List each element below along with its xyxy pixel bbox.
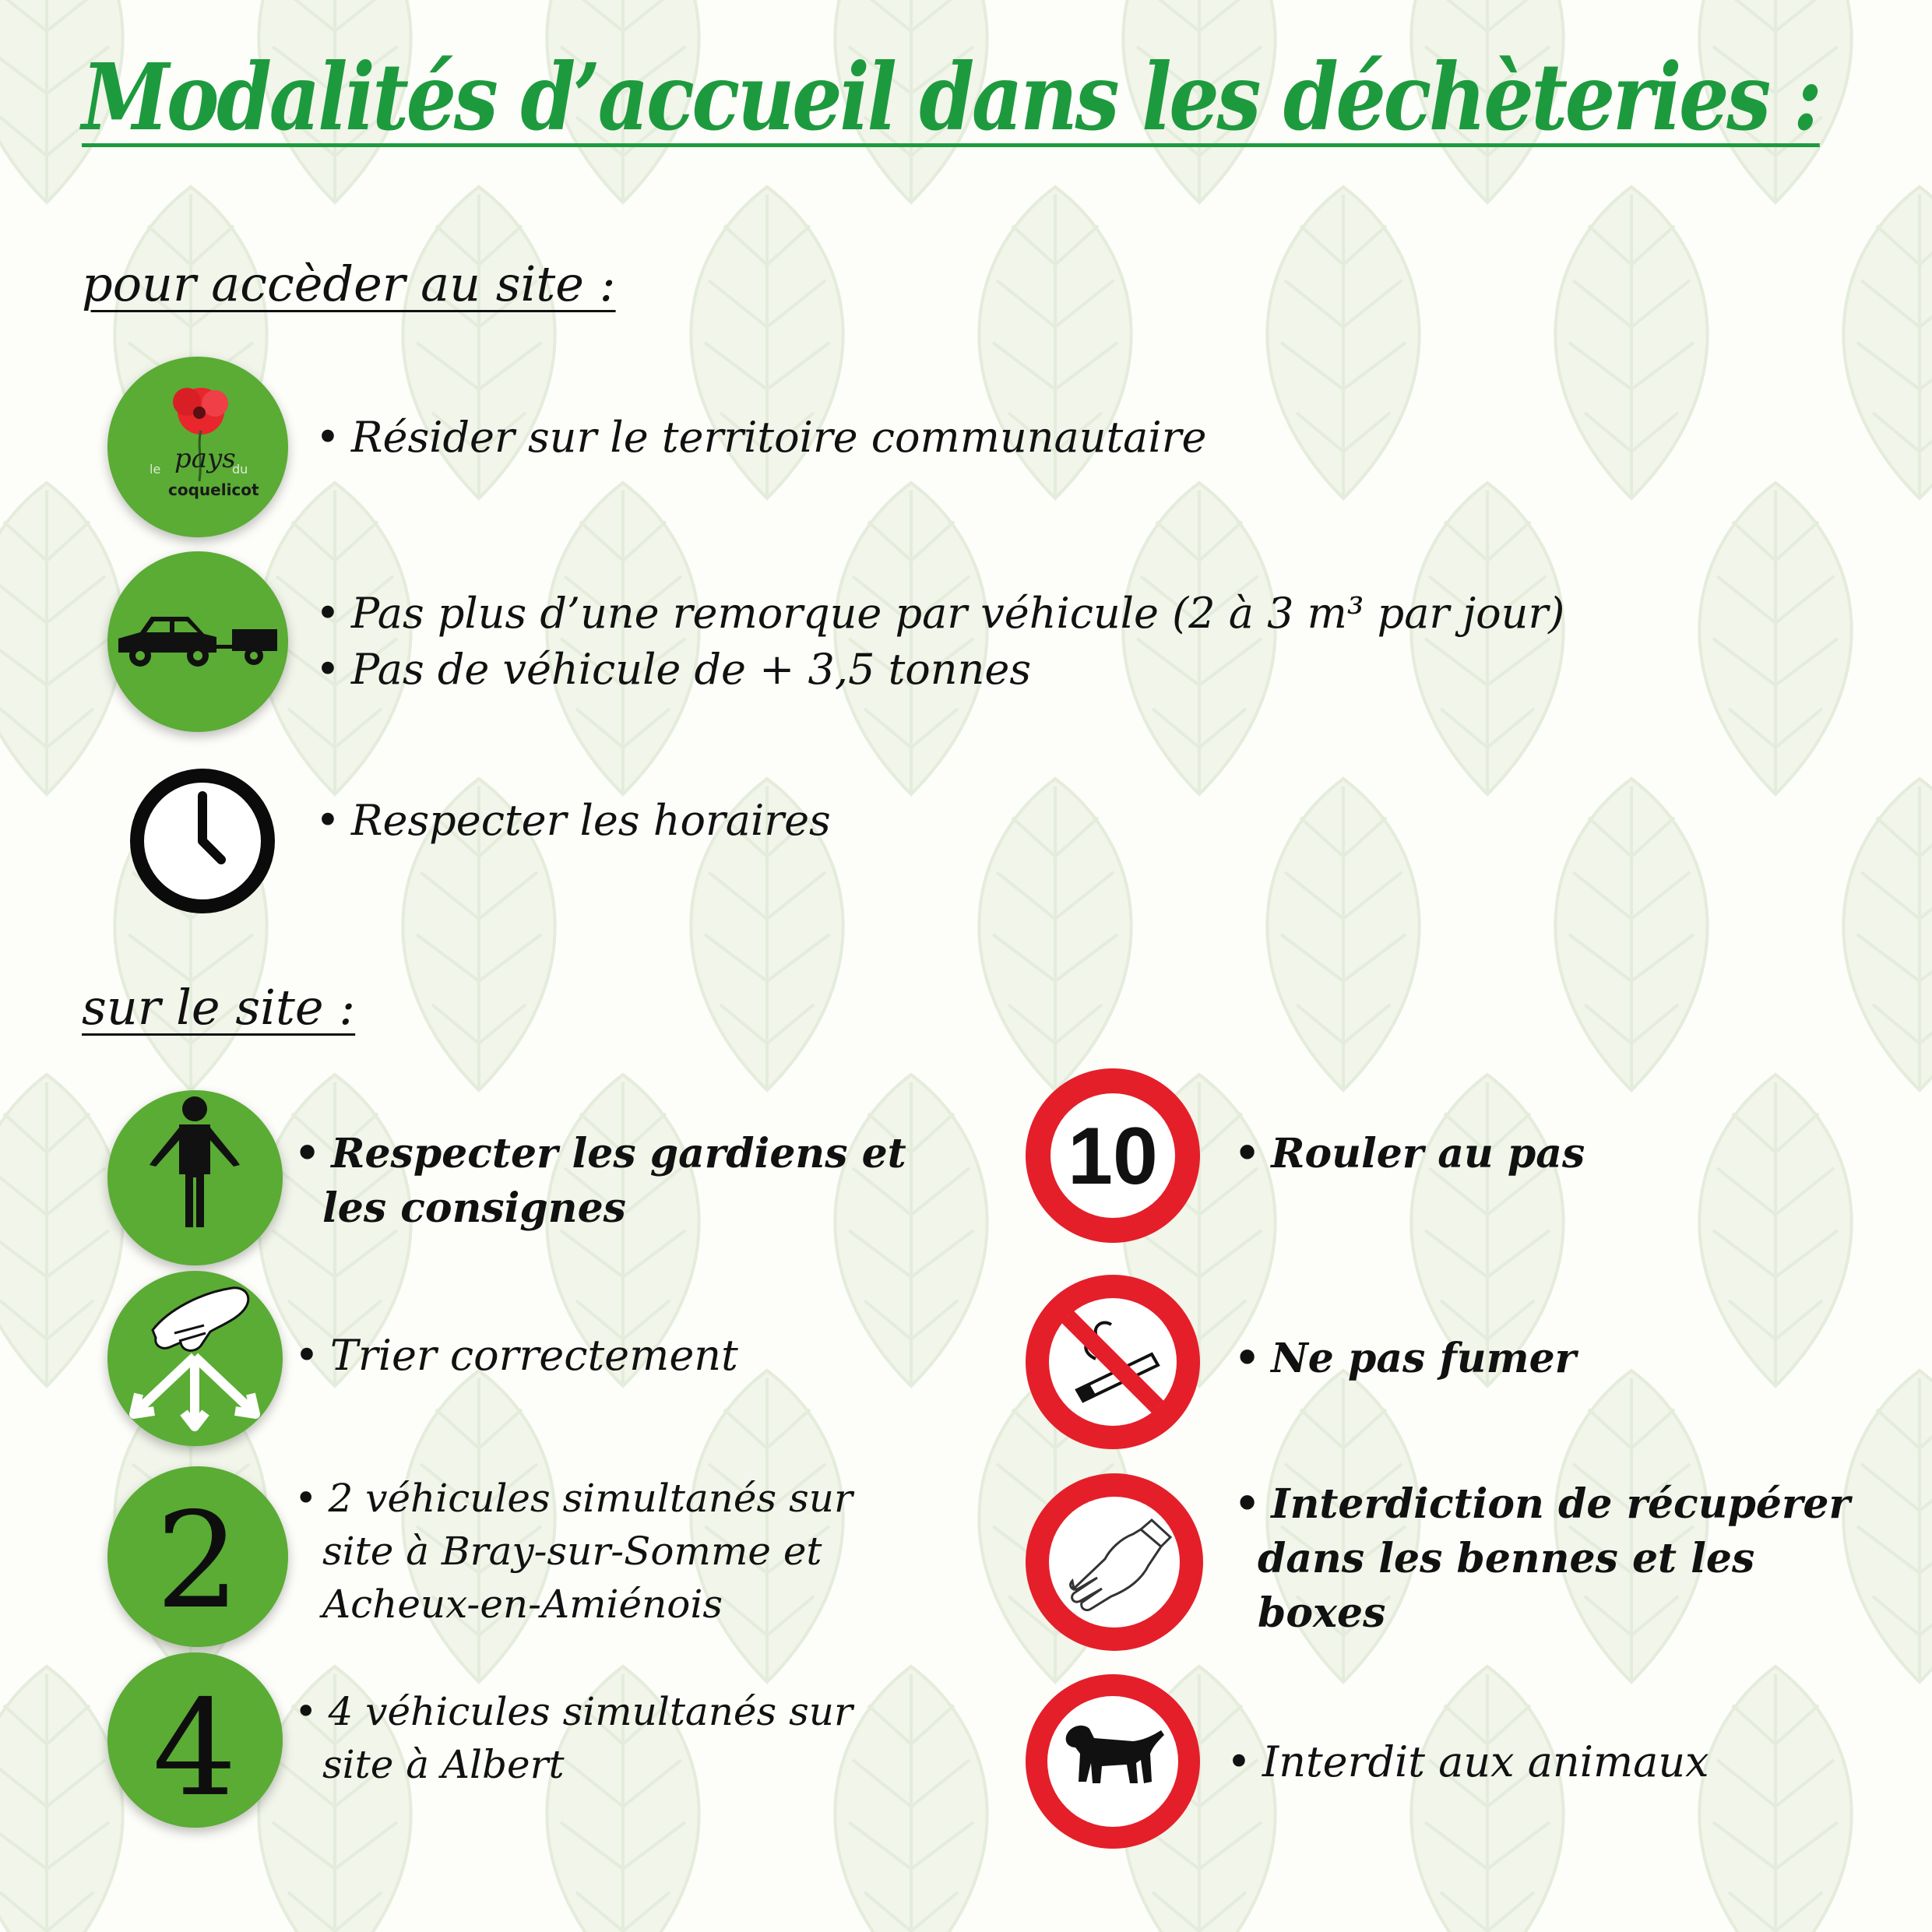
onsite-item-guards: • Respecter les gardiens et les consignes xyxy=(294,1130,906,1232)
no-dog-icon xyxy=(1024,1673,1202,1850)
access-heading: pour accèder au site : xyxy=(82,255,616,312)
access-item-resident: • Résider sur le territoire communautaire xyxy=(315,413,1207,462)
page-title: Modalités d’accueil dans les déchèteries : xyxy=(82,43,1820,151)
number-4-icon: 4 xyxy=(107,1652,283,1828)
onsite-item-albert: • 4 véhicules simultanés sur site à Albert xyxy=(294,1689,853,1787)
onsite-item-no-scavenging: • Interdiction de récupérer dans les bennes et les boxes xyxy=(1234,1480,1850,1637)
onsite-item-sort: • Trier correctement xyxy=(294,1331,738,1380)
onsite-item-no-animals: • Interdit aux animaux xyxy=(1226,1737,1709,1786)
speed-limit-icon xyxy=(1024,1067,1202,1244)
speed-limit-value: 10 xyxy=(1068,1111,1158,1202)
logo-pays: pays xyxy=(174,443,236,474)
logo-le: le xyxy=(150,462,161,477)
onsite-heading: sur le site : xyxy=(82,979,356,1036)
clock-icon xyxy=(125,763,280,919)
number-2-icon: 2 xyxy=(107,1466,288,1647)
no-hand-icon xyxy=(1024,1472,1205,1652)
car-trailer-icon xyxy=(107,551,288,732)
logo-name: coquelicot xyxy=(168,480,259,499)
access-item-trailer: • Pas plus d’une remorque par véhicule (2 à 3 m³ par jour) • Pas de véhicule de + 3,5 tonnes xyxy=(315,589,1565,694)
poppy-logo xyxy=(107,357,288,537)
no-smoking-icon xyxy=(1024,1273,1202,1451)
person-icon xyxy=(107,1090,283,1265)
onsite-item-no-smoking: • Ne pas fumer xyxy=(1234,1335,1577,1382)
onsite-item-slow: • Rouler au pas xyxy=(1234,1130,1585,1177)
onsite-item-bray: • 2 véhicules simultanés sur site à Bray-sur-Somme et Acheux-en-Amiénois xyxy=(294,1476,853,1627)
access-item-hours: • Respecter les horaires xyxy=(315,796,831,845)
sorting-hand-icon xyxy=(107,1271,283,1446)
logo-du: du xyxy=(232,462,248,477)
